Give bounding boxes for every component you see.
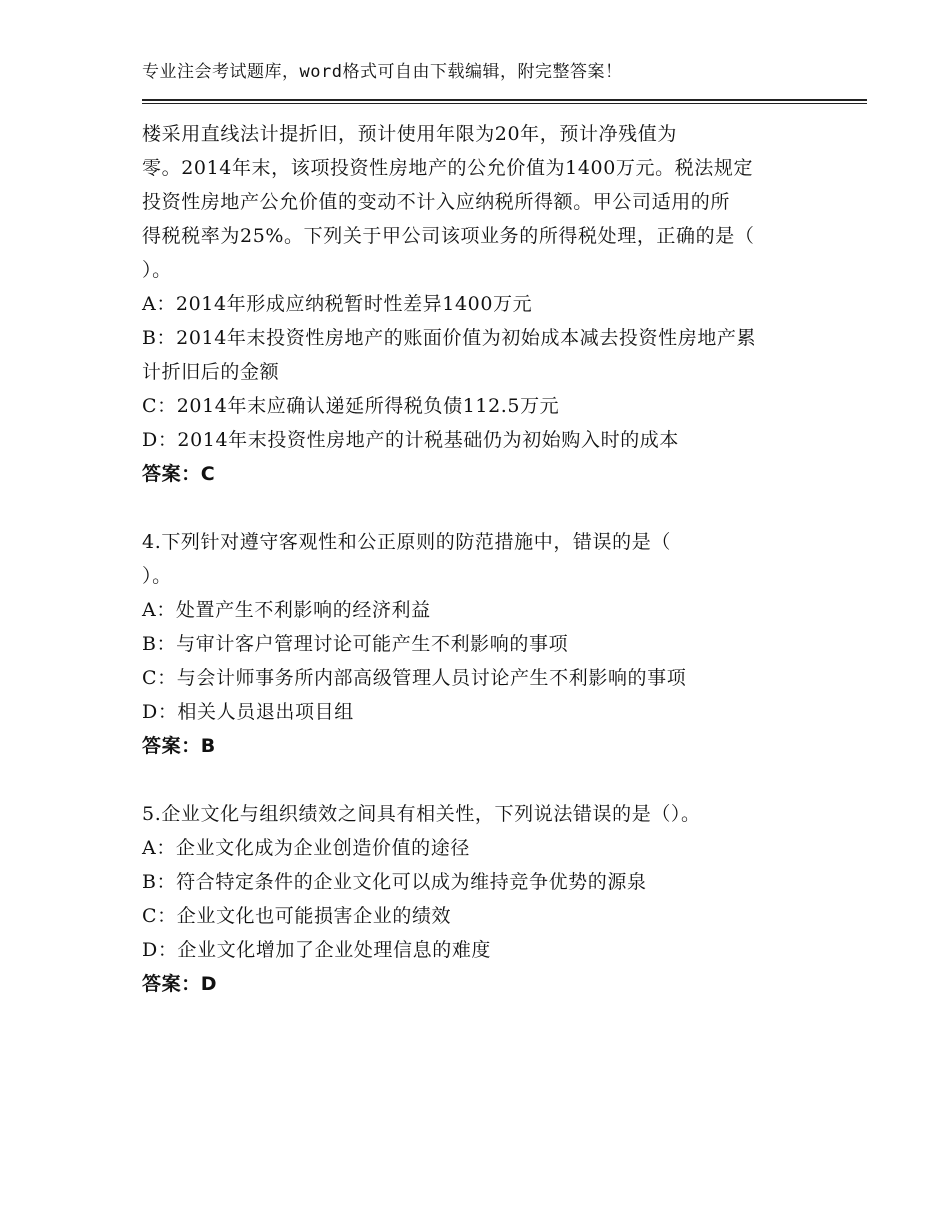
- answer: 答案：B: [142, 735, 216, 757]
- question-stem-line: ）。: [142, 259, 172, 281]
- option-b-continued: 计折旧后的金额: [142, 361, 280, 383]
- option-b: B：符合特定条件的企业文化可以成为维持竞争优势的源泉: [142, 871, 647, 893]
- question-stem-line: 得税税率为25%。下列关于甲公司该项业务的所得税处理，正确的是（: [142, 225, 755, 247]
- header-rule-thick: [142, 99, 867, 101]
- option-a: A：2014年形成应纳税暂时性差异1400万元: [142, 293, 533, 315]
- question-stem-line: 投资性房地产公允价值的变动不计入应纳税所得额。甲公司适用的所: [142, 191, 731, 213]
- spacer: [142, 763, 842, 797]
- header-rule-thin: [142, 103, 867, 104]
- option-c: C：企业文化也可能损害企业的绩效: [142, 905, 452, 927]
- answer: 答案：C: [142, 463, 216, 485]
- spacer: [142, 491, 842, 525]
- option-b: B：2014年末投资性房地产的账面价值为初始成本减去投资性房地产累: [142, 327, 757, 349]
- question-stem-line: 零。2014年末，该项投资性房地产的公允价值为1400万元。税法规定: [142, 157, 754, 179]
- question-stem-line: ）。: [142, 565, 172, 587]
- answer: 答案：D: [142, 973, 218, 995]
- option-a: A：企业文化成为企业创造价值的途径: [142, 837, 470, 859]
- question-stem-line: 楼采用直线法计提折旧，预计使用年限为20年，预计净残值为: [142, 123, 677, 145]
- option-a: A：处置产生不利影响的经济利益: [142, 599, 431, 621]
- option-d: D：2014年末投资性房地产的计税基础仍为初始购入时的成本: [142, 429, 679, 451]
- option-d: D：相关人员退出项目组: [142, 701, 354, 723]
- question-4: [142, 525, 842, 763]
- option-b: B：与审计客户管理讨论可能产生不利影响的事项: [142, 633, 569, 655]
- option-d: D：企业文化增加了企业处理信息的难度: [142, 939, 492, 961]
- document-body: [142, 117, 842, 1001]
- option-c: C：与会计师事务所内部高级管理人员讨论产生不利影响的事项: [142, 667, 687, 689]
- question-stem-line: 4.下列针对遵守客观性和公正原则的防范措施中，错误的是（: [142, 531, 671, 553]
- question-3: [142, 117, 842, 491]
- question-stem: 5.企业文化与组织绩效之间具有相关性，下列说法错误的是（）。: [142, 803, 701, 825]
- question-5: [142, 797, 842, 1001]
- page-header: 专业注会考试题库，word格式可自由下载编辑，附完整答案！: [142, 62, 623, 82]
- option-c: C：2014年末应确认递延所得税负债112.5万元: [142, 395, 560, 417]
